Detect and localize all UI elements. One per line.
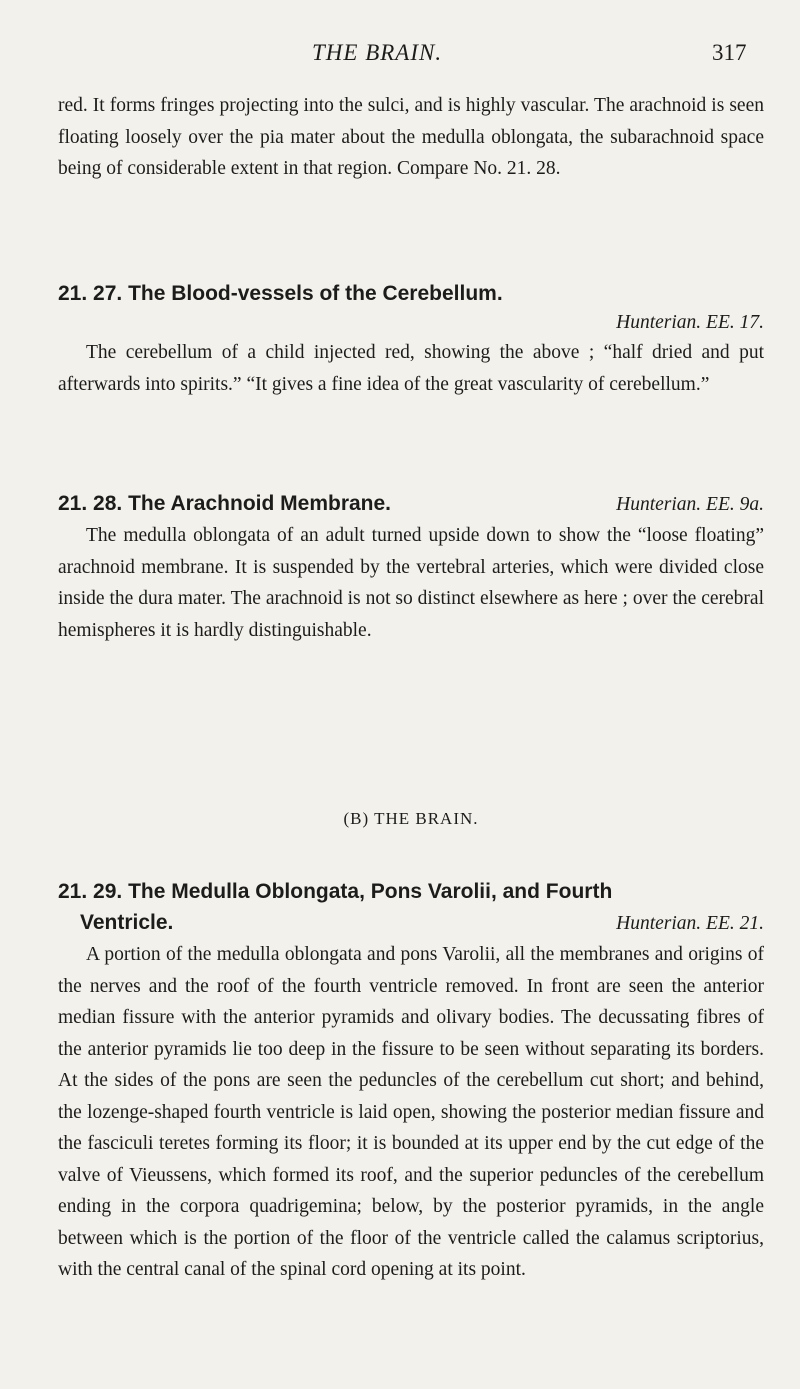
continuation-paragraph: red. It forms fringes projecting into the sulci, and is highly vascular. The arachnoid is seen floating loosely over the pia mater about the medulla oblongata, the subarachnoid space being of considerable extent in that region. Compare No. 21. 28. bbox=[58, 95, 764, 179]
entry-title: The Arachnoid Membrane. bbox=[128, 492, 392, 515]
page-number: 317 bbox=[712, 40, 747, 65]
running-head bbox=[0, 40, 800, 80]
entry-title: The Medulla Oblongata, Pons Varolii, and Fourth bbox=[128, 880, 613, 903]
running-title: THE BRAIN. bbox=[312, 40, 443, 65]
entry-reference: Hunterian. EE. 21. bbox=[616, 913, 764, 934]
entry-body: The cerebellum of a child injected red, showing the above ; “half dried and put afterwards into spirits.” “It gives a fine idea of the great vascularity of cerebellum.” bbox=[58, 342, 764, 395]
section-heading-block bbox=[58, 803, 764, 835]
entry-number: 21. 28. bbox=[58, 492, 123, 515]
entry-heading bbox=[58, 488, 764, 520]
entry-body: A portion of the medulla oblongata and pons Varolii, all the membranes and origins of the nerves and the roof of the fourth ventricle removed. In front are seen the anterior median fissure with the anterior pyramids and olivary bodies. The decussating fibres of the anterior pyramids lie too deep in the fissure to be seen without separating its borders. At the sides of the pons are seen the peduncles of the cerebellum cut short; and behind, the lozenge-shaped fourth ventricle is laid open, showing the posterior median fissure and the fasciculi teretes forming its floor; it is bounded at its upper end by the cut edge of the valve of Vieussens, which formed its roof, and the superior peduncles of the cerebellum ending in the corpora quadrigemina; below, by the posterior pyramids, in the angle between which is the portion of the floor of the ventricle called the calamus scriptorius, with the central canal of the spinal cord opening at its point. bbox=[58, 944, 764, 1280]
entry-number: 21. 27. bbox=[58, 282, 123, 305]
entry-title-continued: Ventricle. bbox=[80, 911, 174, 934]
entry-heading-left bbox=[58, 488, 391, 519]
entry-heading-line-1 bbox=[58, 876, 764, 907]
entry-title: The Blood-vessels of the Cerebellum. bbox=[128, 282, 503, 305]
entry-21-29 bbox=[58, 876, 764, 1286]
entry-heading bbox=[58, 278, 764, 309]
entry-21-27 bbox=[58, 278, 764, 400]
entry-number: 21. 29. bbox=[58, 880, 123, 903]
entry-body: The medulla oblongata of an adult turned upside down to show the “loose floating” arachnoid membrane. It is suspended by the vertebral arteries, which were divided close inside the dura mater. The arachnoid is not so distinct elsewhere as here ; over the cerebral hemispheres it is hardly distinguishable. bbox=[58, 525, 764, 641]
entry-reference: Hunterian. EE. 9a. bbox=[616, 494, 764, 515]
entry-21-28 bbox=[58, 488, 764, 646]
entry-reference: Hunterian. EE. 17. bbox=[616, 312, 764, 333]
entry-heading-line-2 bbox=[58, 907, 764, 939]
section-heading: (B) THE BRAIN. bbox=[343, 809, 479, 828]
continuation-block bbox=[58, 90, 764, 185]
